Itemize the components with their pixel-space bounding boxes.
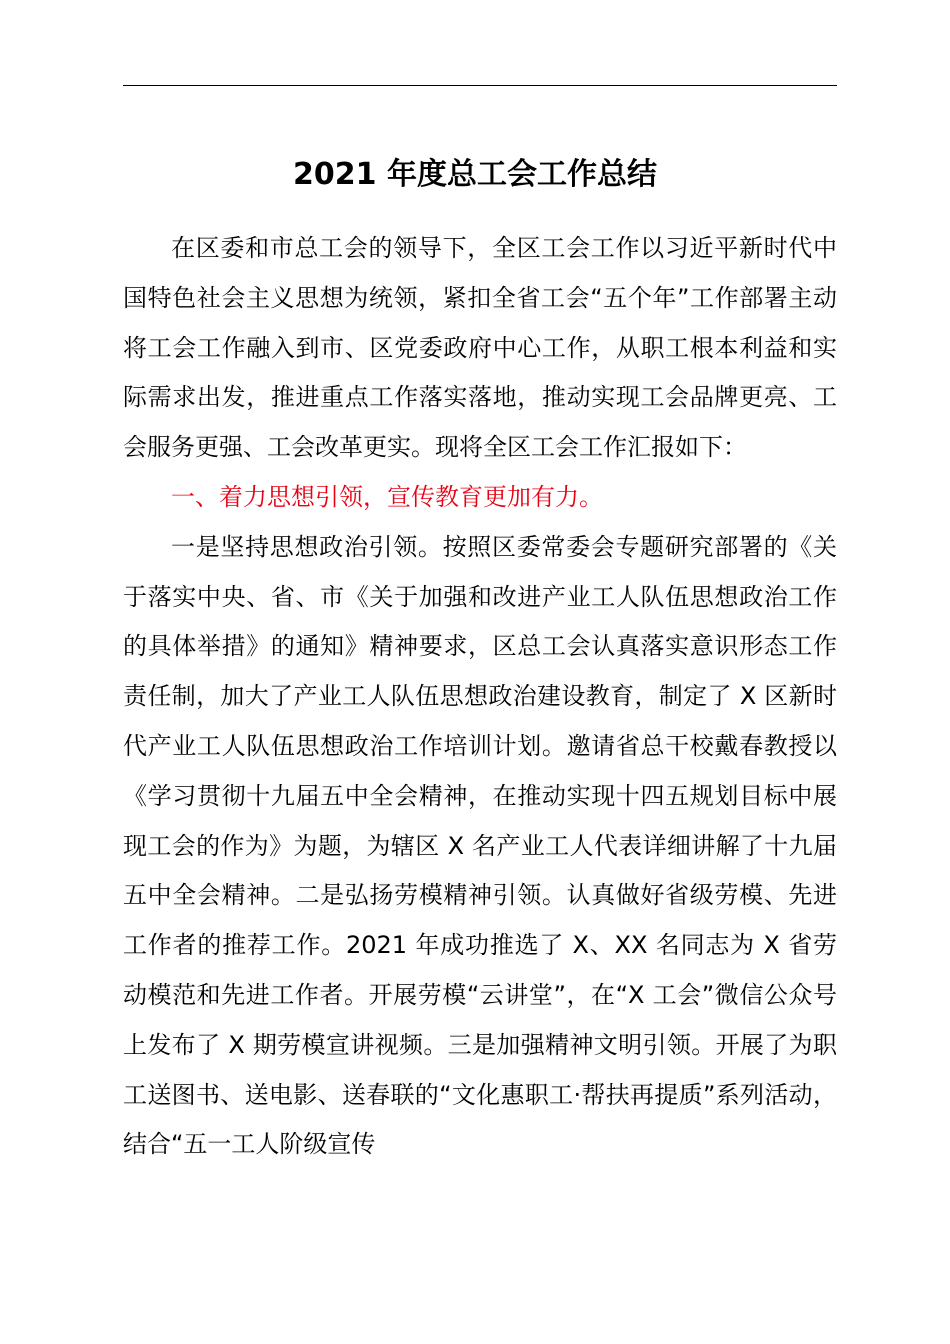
header-rule [123,85,837,86]
document-body [123,224,837,1170]
intro-paragraph: 在区委和市总工会的领导下，全区工会工作以习近平新时代中国特色社会主义思想为统领，紧扣全省工会“五个年”工作部署主动将工会工作融入到市、区党委政府中心工作，从职工根本利益和实际需求出发，推进重点工作落实落地，推动实现工会品牌更亮、工会服务更强、工会改革更实。现将全区工会工作汇报如下： [123,234,837,462]
section-heading: 一、着力思想引领，宣传教育更加有力。 [171,482,603,511]
document-title: 2021 年度总工会工作总结 [293,157,657,192]
body-paragraph: 一是坚持思想政治引领。按照区委常委会专题研究部署的《关于落实中央、省、市《关于加强和改进产业工人队伍思想政治工作的具体举措》的通知》精神要求，区总工会认真落实意识形态工作责任制，加大了产业工人队伍思想政治建设教育，制定了 X 区新时代产业工人队伍思想政治工作培训计划。邀请省总干校戴春教授以《学习贯彻十九届五中全会精神，在推动实现十四五规划目标中展现工会的作为》为题，为辖区 X 名产业工人代表详细讲解了十九届五中全会精神。二是弘扬劳模精神引领。认真做好省级劳模、先进工作者的推荐工作。2021 年成功推选了 X、XX 名同志为 X 省劳动模范和先进工作者。开展劳模“云讲堂”，在“X 工会”微信公众号上发布了 X 期劳模宣讲视频。三是加强精神文明引领。开展了为职工送图书、送电影、送春联的“文化惠职工·帮扶再提质”系列活动，结合“五一工人阶级宣传 [123,532,837,1159]
